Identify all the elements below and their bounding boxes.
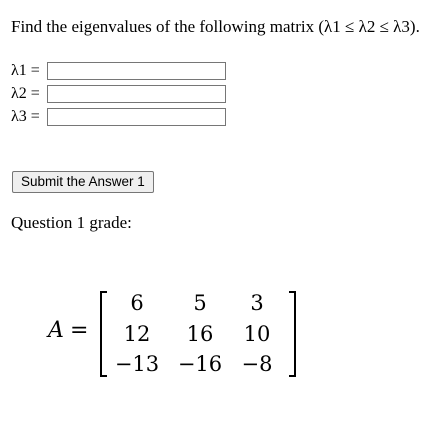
- matrix-cell-r2c3: 10: [243, 322, 271, 346]
- lambda1-input[interactable]: [47, 62, 226, 80]
- matrix-cell-r2c1: 12: [123, 322, 151, 346]
- lambda1-label: λ1 =: [11, 62, 40, 79]
- submit-answer-button[interactable]: Submit the Answer 1: [12, 171, 154, 193]
- matrix-cell-r3c1: −13: [114, 352, 160, 376]
- answer-row-2: [11, 84, 226, 104]
- answer-row-3: [11, 107, 226, 127]
- matrix-cell-r3c2: −16: [177, 352, 223, 376]
- lambda3-label: λ3 =: [11, 108, 40, 125]
- question-prompt: Find the eigenvalues of the following matrix (λ1 ≤ λ2 ≤ λ3).: [11, 17, 420, 36]
- answer-row-1: [11, 61, 226, 81]
- matrix-cell-r3c3: −8: [241, 352, 273, 376]
- matrix-cell-r1c3: 3: [250, 291, 264, 315]
- question-grade-label: Question 1 grade:: [11, 213, 132, 232]
- lambda2-input[interactable]: [47, 85, 226, 103]
- matrix-cell-r1c2: 5: [193, 291, 207, 315]
- matrix-display: [48, 287, 308, 381]
- lambda2-label: λ2 =: [11, 85, 40, 102]
- matrix-cell-r2c2: 16: [186, 322, 214, 346]
- matrix-right-bracket: [289, 291, 296, 377]
- matrix-cell-r1c1: 6: [130, 291, 144, 315]
- matrix-equals-sign: =: [70, 318, 89, 343]
- lambda3-input[interactable]: [47, 108, 226, 126]
- matrix-name: A: [48, 318, 64, 343]
- matrix-left-bracket: [100, 291, 107, 377]
